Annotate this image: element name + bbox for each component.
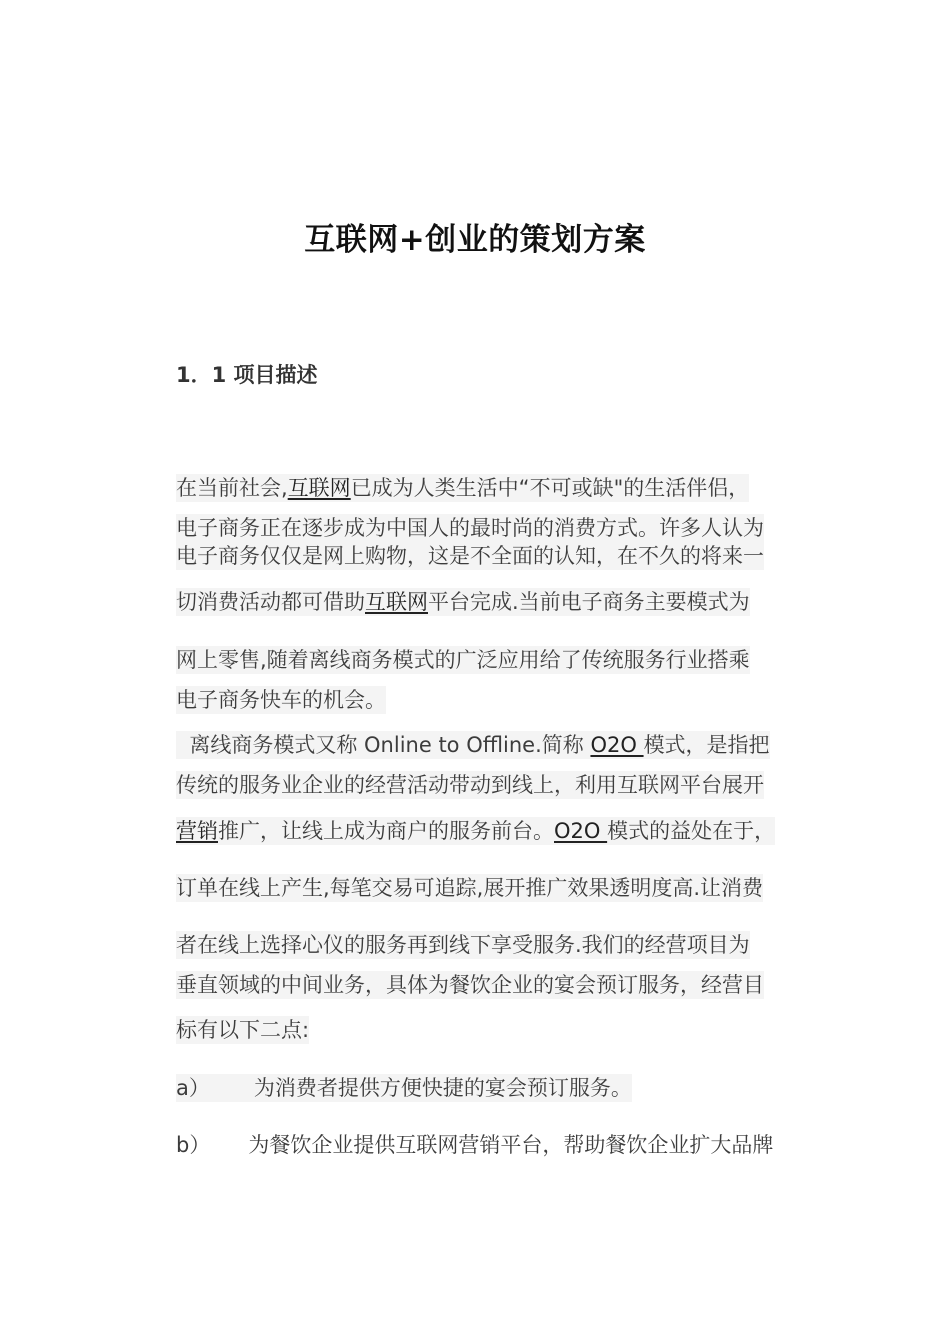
line-text: 模式的益处在于， xyxy=(607,819,776,843)
line-text: 平台完成.当前电子商务主要模式为 xyxy=(428,590,750,614)
paragraph-line-7 xyxy=(176,731,770,759)
line-text: 模式，是指把 xyxy=(643,733,770,757)
list-item xyxy=(176,1131,773,1159)
list-item-text: 为餐饮企业提供互联网营销平台，帮助餐饮企业扩大品牌 xyxy=(248,1133,774,1157)
list-item-text: 为消费者提供方便快捷的宴会预订服务。 xyxy=(253,1076,632,1100)
paragraph-line-3: 电子商务仅仅是网上购物，这是不全面的认知，在不久的将来一 xyxy=(176,544,764,568)
paragraph-line-9 xyxy=(176,817,775,845)
paragraph-line-12: 垂直领域的中间业务，具体为餐饮企业的宴会预订服务，经营目 xyxy=(176,973,764,997)
paragraph-line-2: 电子商务正在逐步成为中国人的最时尚的消费方式。许多人认为 xyxy=(176,516,764,540)
paragraph-line-4 xyxy=(176,588,750,616)
paragraph-line-11: 者在线上选择心仪的服务再到线下享受服务.我们的经营项目为 xyxy=(176,933,750,957)
o2o-link[interactable]: O2O xyxy=(554,819,608,843)
paragraph-line-8: 传统的服务业企业的经营活动带动到线上，利用互联网平台展开 xyxy=(176,773,764,797)
internet-link[interactable]: 互联网 xyxy=(287,476,351,500)
line-text: 切消费活动都可借助 xyxy=(176,590,365,614)
line-text: 离线商务模式又称 Online to Offline.简称 xyxy=(176,733,591,757)
section-heading: 1．1 项目描述 xyxy=(176,363,318,387)
list-marker: b） xyxy=(176,1133,211,1157)
line-text: 在当前社会, xyxy=(176,476,288,500)
line-text: 已成为人类生活中“不可或缺"的生活伴侣， xyxy=(350,476,750,500)
marketing-link[interactable]: 营销 xyxy=(176,819,218,843)
paragraph-line-13: 标有以下二点: xyxy=(176,1018,310,1042)
paragraph-line-5: 网上零售,随着离线商务模式的广泛应用给了传统服务行业搭乘 xyxy=(176,648,750,672)
paragraph-line-6: 电子商务快车的机会。 xyxy=(176,688,386,712)
list-item xyxy=(176,1074,632,1102)
document-title: 互联网+创业的策划方案 xyxy=(304,222,646,258)
o2o-link[interactable]: O2O xyxy=(590,733,644,757)
line-text: 推广，让线上成为商户的服务前台。 xyxy=(218,819,554,843)
paragraph-line-10: 订单在线上产生,每笔交易可追踪,展开推广效果透明度高.让消费 xyxy=(176,876,764,900)
internet-link[interactable]: 互联网 xyxy=(365,590,428,614)
list-marker: a） xyxy=(176,1076,210,1100)
paragraph-line-1 xyxy=(176,474,749,502)
